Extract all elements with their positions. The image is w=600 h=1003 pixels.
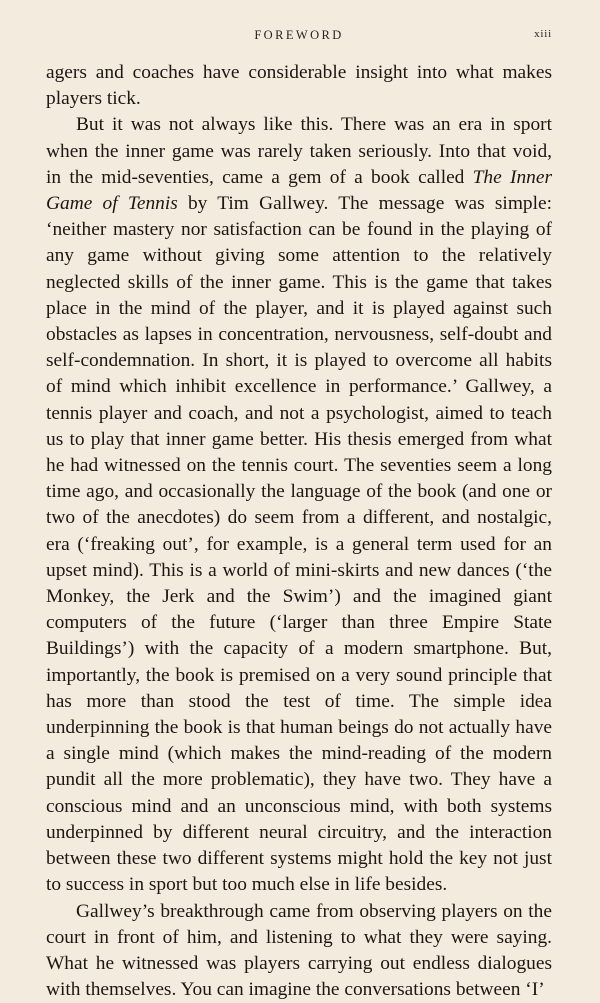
running-head <box>46 26 552 48</box>
paragraph <box>46 899 552 1003</box>
section-title: FOREWORD <box>46 28 552 43</box>
paragraph <box>46 60 552 112</box>
page-number: xiii <box>534 28 552 40</box>
body-text <box>46 60 552 1003</box>
paragraph <box>46 112 552 898</box>
paragraph-text: by Tim Gallwey. The message was simple: ‘neither mastery nor satisfaction can be found in the playing of any game without giving some attention to the relatively neglected skills of the inner game. This is the game that takes place in the mind of the player, and it is played against such obstacles as lapses in concentration, nervousness, self-doubt and self-condemnation. In short, it is played to overcome all habits of mind which inhibit excellence in performance.’ Gallwey, a tennis player and coach, and not a psychologist, aimed to teach us to play that inner game better. His thesis emerged from what he had witnessed on the tennis court. The seventies seem a long time ago, and occasionally the language of the book (and one or two of the anecdotes) do seem from a different, and nostalgic, era (‘freaking out’, for example, is a general term used for an upset mind). This is a world of mini-skirts and new dances (‘the Monkey, the Jerk and the Swim’) and the imagined giant computers of the future (‘larger than three Empire State Buildings’) with the capacity of a modern smartphone. But, importantly, the book is premised on a very sound principle that has more than stood the test of time. The simple idea underpinning the book is that human beings do not actually have a single mind (which makes the mind-reading of the modern pundit all the more problematic), they have two. They have a conscious mind and an unconscious mind, with both systems underpinned by different neural circuitry, and the interaction between these two different systems might hold the key not just to success in sport but too much else in life besides. <box>46 193 552 895</box>
paragraph-text: But it was not always like this. There was an era in sport when the inner game was rarely taken seriously. Into that void, in the mid-seventies, came a gem of a book called <box>46 114 552 187</box>
paragraph-text: agers and coaches have considerable insight into what makes players tick. <box>46 62 552 109</box>
book-title: The Inner Game of Tennis <box>46 167 552 214</box>
paragraph-text: Gallwey’s breakthrough came from observing players on the court in front of him, and listening to what they were saying. What he witnessed was players carrying out endless dialogues with themselves. You can imagine the conversations between ‘I’ <box>46 901 552 1001</box>
